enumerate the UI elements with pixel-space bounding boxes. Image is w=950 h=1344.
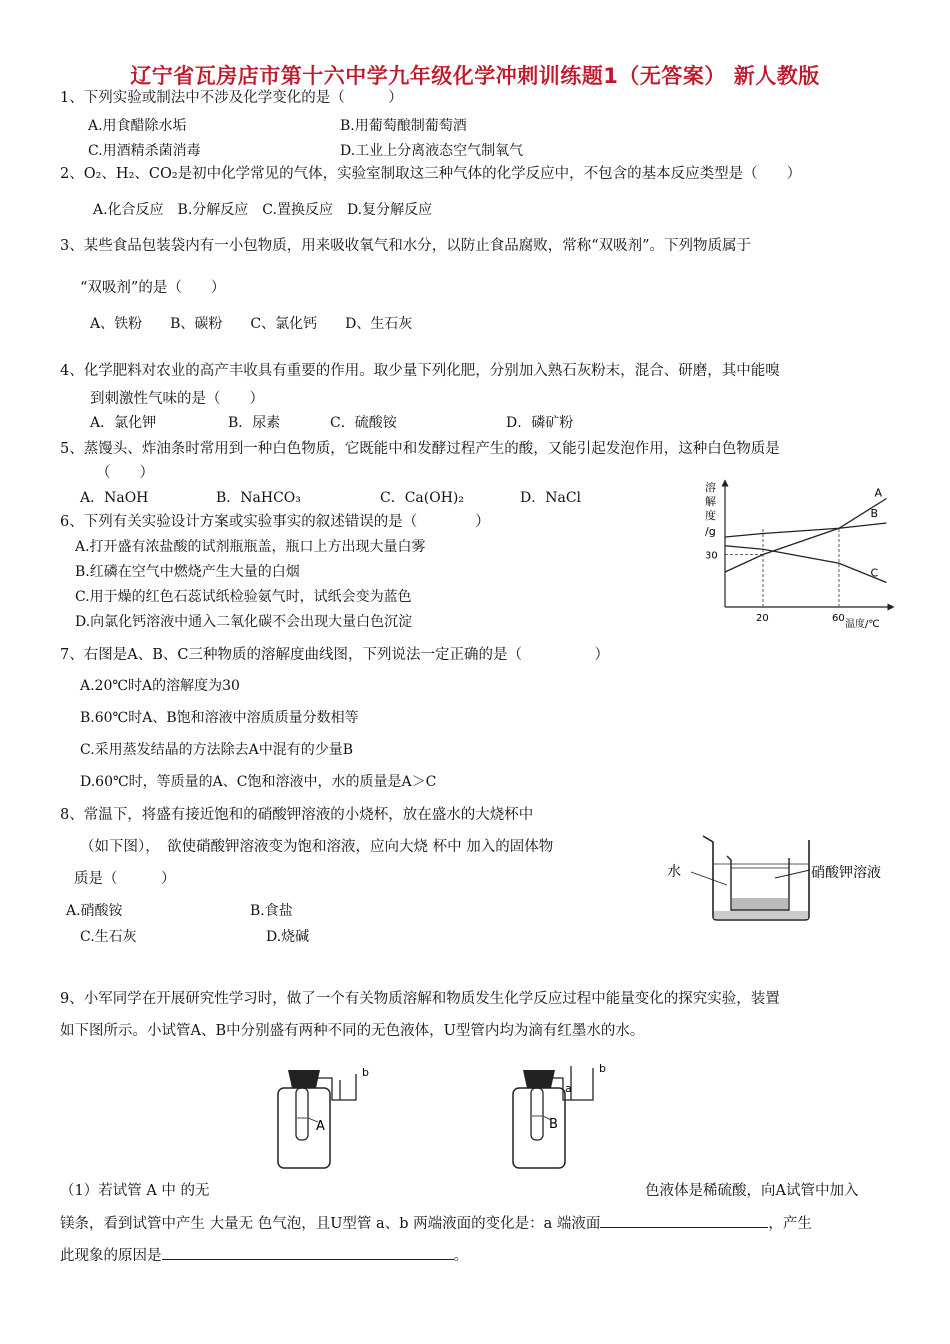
q4-stem-line1: 4、化学肥料对农业的高产丰收具有重要的作用。取少量下列化肥，分别加入熟石灰粉末，混合、研磨，其中能嗅 <box>60 363 780 379</box>
q5-option-a: A．NaOH <box>80 490 149 506</box>
solubility-chart <box>695 475 895 635</box>
apparatus-b-figure <box>505 1058 615 1173</box>
y-label-char-1: 溶 <box>705 481 716 494</box>
solution-leader-line <box>775 870 810 878</box>
answer-blank-a-level[interactable] <box>600 1213 768 1228</box>
curve-label-a: A <box>874 486 883 500</box>
q2-stem: 2、O₂、H₂、CO₂是初中化学常见的气体，实验室制取这三种气体的化学反应中，不包含的基本反应类型是（ ） <box>60 166 802 182</box>
curve-c <box>725 546 887 583</box>
q4-option-b: B．尿素 <box>228 415 281 431</box>
page-title: 辽宁省瓦房店市第十六中学九年级化学冲刺训练题1（无答案） 新人教版 <box>130 64 820 88</box>
q1-option-b: B.用葡萄酿制葡萄酒 <box>340 118 467 134</box>
answer-blank-reason[interactable] <box>162 1245 454 1260</box>
solution-label: 硝酸钾溶液 <box>811 865 881 881</box>
q3-stem-line2: “双吸剂”的是（ ） <box>80 280 226 296</box>
solution-bottom <box>732 898 788 909</box>
apparatus-a-svg <box>270 1058 380 1173</box>
chart-ticks <box>705 551 845 625</box>
stopper-b <box>523 1070 555 1088</box>
x-tick-label-20: 20 <box>756 613 769 624</box>
q9-part1-line2-tail: ，产生 <box>768 1216 812 1232</box>
curve-label-c: C <box>870 566 879 580</box>
q7-option-b: B.60℃时A、B饱和溶液中溶质质量分数相等 <box>80 710 359 726</box>
beaker-figure <box>665 830 910 925</box>
u-tube-a <box>312 1074 356 1100</box>
y-axis-label <box>705 480 716 538</box>
end-b-label: b <box>362 1066 369 1079</box>
q7-stem: 7、右图是A、B、C三种物质的溶解度曲线图，下列说法一定正确的是（ ） <box>60 647 609 663</box>
beaker-figure-svg <box>665 830 910 925</box>
q3-options: A、铁粉 B、碳粉 C、氯化钙 D、生石灰 <box>90 316 413 332</box>
q8-option-b: B.食盐 <box>250 903 293 919</box>
curve-label-b: B <box>870 507 879 520</box>
q6-option-a: A.打开盛有浓盐酸的试剂瓶瓶盖，瓶口上方出现大量白雾 <box>75 539 426 555</box>
q8-option-c: C.生石灰 <box>80 929 137 945</box>
q9-part1-line2 <box>60 1213 812 1234</box>
y-label-char-4: /g <box>705 525 716 538</box>
q1-option-c: C.用酒精杀菌消毒 <box>88 143 201 159</box>
q5-option-d: D．NaCl <box>520 490 582 506</box>
end-b-label-2: b <box>599 1062 606 1075</box>
q9-part1-line3-tail: 。 <box>453 1248 468 1264</box>
q7-option-a: A.20℃时A的溶解度为30 <box>80 678 240 694</box>
q8-option-a: A.硝酸铵 <box>66 903 123 919</box>
chart-guides <box>725 528 839 607</box>
x-axis-label: 温度/℃ <box>845 619 880 630</box>
q6-stem: 6、下列有关实验设计方案或实验事实的叙述错误的是（ ） <box>60 514 490 530</box>
stopper-a <box>288 1070 320 1088</box>
q3-stem-line1: 3、某些食品包装袋内有一小包物质，用来吸收氧气和水分，以防止食品腐败，常称“双吸剂”。下列物质属于 <box>60 238 752 254</box>
q5-option-c: C．Ca(OH)₂ <box>380 490 464 506</box>
tube-b-label: B <box>549 1117 558 1132</box>
q7-option-c: C.采用蒸发结晶的方法除去A中混有的少量B <box>80 742 354 758</box>
apparatus-b-svg <box>505 1058 615 1173</box>
y-tick-label-30: 30 <box>705 550 718 562</box>
q1-option-a: A.用食醋除水垢 <box>88 118 187 134</box>
y-label-char-3: 度 <box>705 509 716 522</box>
apparatus-a-figure <box>270 1058 380 1173</box>
q4-stem-line2: 到刺激性气味的是（ ） <box>90 391 264 407</box>
x-tick-label-60: 60 <box>832 613 845 624</box>
q9-part1-line1b: 色液体是稀硫酸，向A试管中加入 <box>645 1183 859 1199</box>
q6-option-c: C.用于燥的红色石蕊试纸检验氨气时，试纸会变为蓝色 <box>75 589 412 605</box>
end-a-label: a <box>565 1082 572 1095</box>
q8-stem-line1: 8、常温下，将盛有接近饱和的硝酸钾溶液的小烧杯，放在盛水的大烧杯中 <box>60 807 534 823</box>
curve-b <box>725 523 887 537</box>
y-label-char-2: 解 <box>705 495 716 508</box>
q4-option-d: D．磷矿粉 <box>506 415 574 431</box>
chart-series <box>725 487 887 583</box>
test-tube-a <box>296 1088 308 1140</box>
q6-option-d: D.向氯化钙溶液中通入二氧化碳不会出现大量白色沉淀 <box>75 614 413 630</box>
q6-option-b: B.红磷在空气中燃烧产生大量的白烟 <box>75 564 300 580</box>
water-bottom <box>714 911 808 919</box>
q9-part1-line3-text: 此现象的原因是 <box>60 1248 162 1264</box>
q8-stem-line3: 质是（ ） <box>74 871 176 887</box>
q8-option-d: D.烧碱 <box>266 929 310 945</box>
q9-stem-line2: 如下图所示。小试管A、B中分别盛有两种不同的无色液体，U型管内均为滴有红墨水的水。 <box>60 1023 645 1039</box>
test-tube-b <box>531 1088 543 1140</box>
tube-a-label: A <box>316 1119 325 1134</box>
q9-part1-line3 <box>60 1245 468 1266</box>
q4-option-c: C．硫酸铵 <box>330 415 397 431</box>
water-label: 水 <box>667 864 681 880</box>
q8-stem-line2: （如下图）， 欲使硝酸钾溶液变为饱和溶液，应向大烧 杯中 加入的固体物 <box>80 839 554 855</box>
q5-stem-line1: 5、蒸馒头、炸油条时常用到一种白色物质，它既能中和发酵过程产生的酸，又能引起发泡作用，这种白色物质是 <box>60 441 780 457</box>
q9-part1-line1a: （1）若试管 A 中 的无 <box>60 1183 210 1199</box>
water-leader-line <box>691 872 727 885</box>
q9-part1-line2-text: 镁条，看到试管中产生 大量无 色气泡，且U型管 a、b 两端液面的变化是：a 端液面 <box>60 1216 601 1232</box>
q9-stem-line1: 9、小军同学在开展研究性学习时，做了一个有关物质溶解和物质发生化学反应过程中能量变化的探究实验，装置 <box>60 991 780 1007</box>
q2-options: A.化合反应 B.分解反应 C.置换反应 D.复分解反应 <box>93 202 433 218</box>
q1-option-d: D.工业上分离液态空气制氧气 <box>340 143 524 159</box>
q7-option-d: D.60℃时，等质量的A、C饱和溶液中，水的质量是A＞C <box>80 774 437 790</box>
q5-stem-line2: （ ） <box>96 465 154 481</box>
solubility-chart-svg <box>695 475 895 635</box>
q5-option-b: B．NaHCO₃ <box>216 490 301 506</box>
q4-option-a: A．氯化钾 <box>90 415 157 431</box>
q1-stem: 1、下列实验或制法中不涉及化学变化的是（ ） <box>60 90 403 106</box>
